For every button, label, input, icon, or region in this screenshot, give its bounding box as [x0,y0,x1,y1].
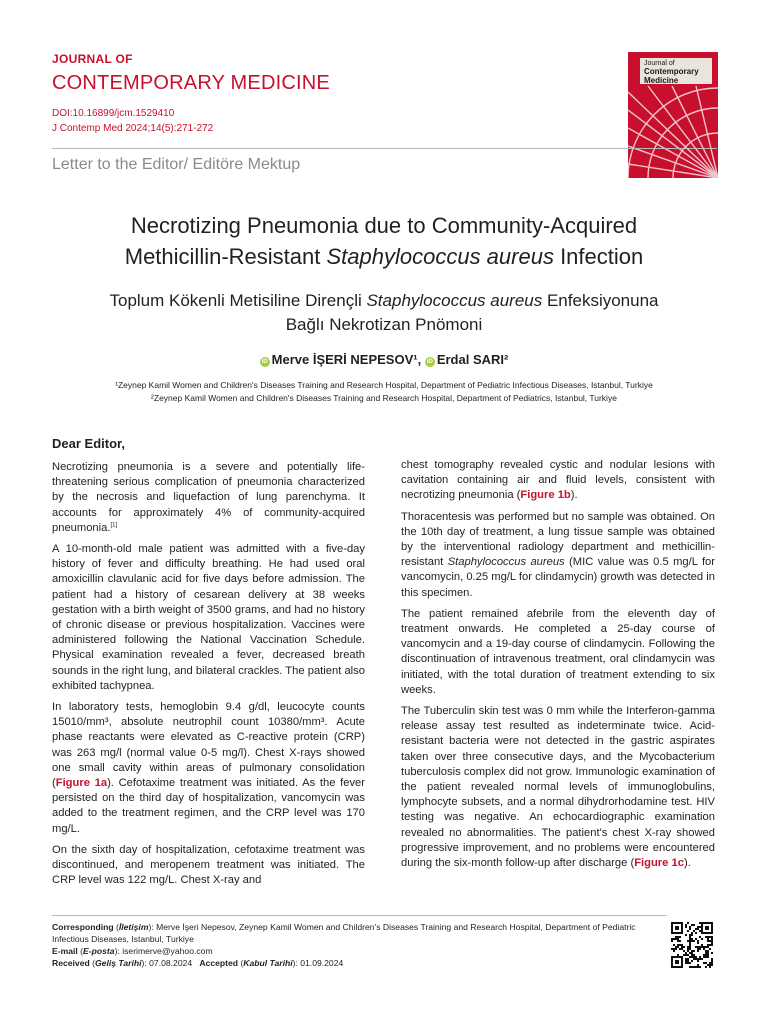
paragraph: Thoracentesis was performed but no sample was obtained. On the 10th day of treatment, a lung tissue sample was obtained by the interventional radiology department and methicillin-resistant Staphylococcus aureus (MIC value was 0.5 mg/L for vancomycin, 0.25 mg/L for clindamycin) growth was detected in this specimen. [401,510,715,599]
affiliations [30,379,738,405]
affiliation-2: ²Zeynep Kamil Women and Children's Diseases Training and Research Hospital, Department of Pediatrics, Istanbul, Turkiye [151,393,617,403]
paragraph: In laboratory tests, hemoglobin 9.4 g/dl, leucocyte counts 15010/mm³, absolute neutrophil count 10380/mm³. Acute phase reactants were elevated as C-reactive protein (CRP) was 263 mg/l (normal value 0-5 mg/l). Chest X-rays showed one small cavity within areas of pulmonary consolidation (Figure 1a). Cefotaxime treatment was initiated. As the fever persisted on the third day of hospitalization, vancomycin was added to the treatment regimen, and the CRP level was 170 mg/L. [52,701,365,835]
cover-title: Journal of Contemporary Medicine [644,60,699,85]
orcid-icon[interactable]: iD [261,359,268,365]
article-title-en: Necrotizing Pneumonia due to Community-Acquired Methicillin-Resistant Staphylococcus aureus Infection [124,213,644,269]
figure-link[interactable]: Figure 1c [634,857,684,870]
article-type: Letter to the Editor/ Editöre Mektup [52,156,301,173]
author-1: Merve İŞERİ NEPESOV¹, [271,352,422,367]
paragraph: A 10-month-old male patient was admitted with a five-day history of fever and difficulty breathing. He had used oral amoxicillin clavulanic acid for five days before admission. The patient had a history of cesarean delivery at 38 weeks gestation with a birth weight of 3500 grams, and had no history of chronic disease or previous hospitalization. Vaccines were administered following the National Vaccination Schedule. Physical examination revealed a fever, decreased breath sounds in the right lung, and bilateral crackles. The patient also exhibited tachypnea. [52,543,365,692]
email-link[interactable]: iserimerve@yahoo.com [122,946,213,956]
figure-link[interactable]: Figure 1a [55,777,108,790]
author-2: Erdal SARI² [436,352,509,367]
figure-link[interactable]: Figure 1b [520,489,571,502]
qr-code [670,921,714,969]
citation-ref[interactable]: [1] [110,522,118,529]
dates-line: Received (Geliş Tarihi): 07.08.2024 Accepted (Kabul Tarihi): 01.09.2024 [52,958,344,968]
author-list [30,352,738,367]
article-title-tr: Toplum Kökenli Metisiline Dirençli Staphylococcus aureus Enfeksiyonuna Bağlı Nekrotizan Pnömoni [109,291,659,334]
body-column-left [52,460,365,894]
body-column-right [401,458,715,877]
citation: J Contemp Med 2024;14(5):271-272 [52,123,214,134]
greeting: Dear Editor, [52,436,125,451]
journal-cover-image [628,52,718,178]
email-line: E-mail (E-posta): iserimerve@yahoo.com [52,946,213,956]
paragraph: Necrotizing pneumonia is a severe and potentially life-threatening serious complication of pneumonia characterized by the necrosis and liquefaction of lung parenchyma. It accounts for approximately 4% of community-acquired pneumonia.[1] [52,461,365,534]
paragraph: The patient remained afebrile from the eleventh day of treatment onwards. He completed a 25-day course of vancomycin and a 19-day course of clindamycin. Following the discontinuation of intravenous treatment, oral clindamycin was initiated, with the total duration of treatment extending to six weeks. [401,607,715,696]
footer-divider [52,915,667,916]
corresponding-author: Corresponding (İletişim): Merve İşeri Nepesov, Zeynep Kamil Women and Children's Diseases Training and Research Hospital, Department of Pediatric Infectious Diseases, Istanbul, Turkiye [52,922,636,944]
qr-code-icon[interactable] [670,921,714,969]
doi-link[interactable]: DOI:10.16899/jcm.1529410 [52,108,175,119]
doi-block [52,106,213,136]
orcid-icon[interactable]: iD [426,359,433,365]
affiliation-1: ¹Zeynep Kamil Women and Children's Diseases Training and Research Hospital, Department of Pediatric Infectious Diseases, Istanbul, Turkiye [115,380,653,390]
journal-of-label: JOURNAL OF [52,52,133,66]
correspondence-footer [52,921,662,969]
paragraph: chest tomography revealed cystic and nodular lesions with cavitation containing air and fluid levels, consistent with necrotizing pneumonia (Figure 1b). [401,459,715,502]
header-divider [52,148,717,149]
journal-name: CONTEMPORARY MEDICINE [52,72,330,94]
paragraph: The Tuberculin skin test was 0 mm while the Interferon-gamma release assay test resulted as indeterminate twice. Acid-resistant bacteria were not detected in the gastric aspirates taken over three consecutive days, and the Mycobacterium tuberculosis complex did not grow. Immunologic examination of the patient revealed normal levels of immunoglobulins, lymphocyte subsets, and a normal dihydrorhodamine test. HIV testing was negative. An echocardiographic examination revealed no abnormalities. The patient's chest X-ray showed progressive improvement, and no problems were encountered during the six-month follow-up after discharge (Figure 1c). [401,705,715,870]
paragraph: On the sixth day of hospitalization, cefotaxime treatment was discontinued, and meropenem treatment was initiated. The CRP level was 122 mg/L. Chest X-ray and [52,843,365,887]
